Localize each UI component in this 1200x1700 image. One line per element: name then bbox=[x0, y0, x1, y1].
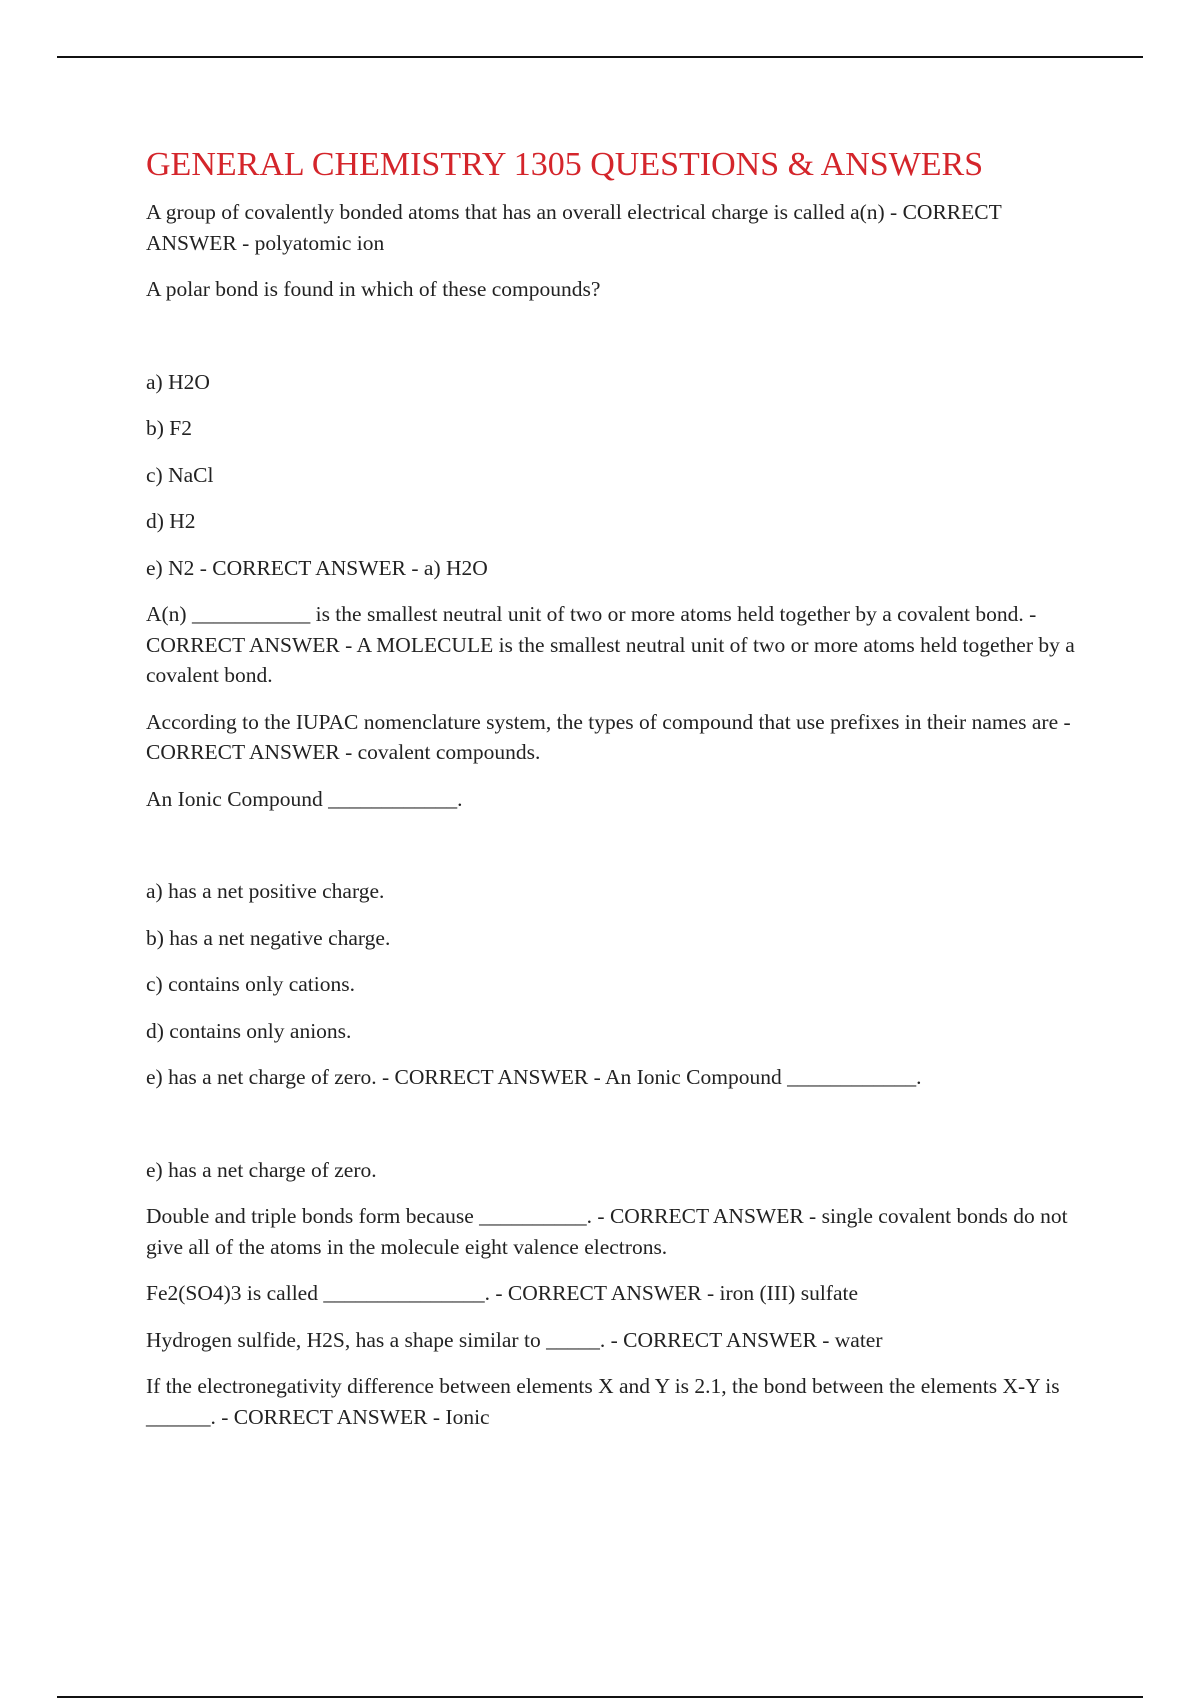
qa-paragraph: If the electronegativity difference between elements X and Y is 2.1, the bond between the elements X-Y is ______. - CORRECT ANSWER - Ionic bbox=[146, 1374, 1060, 1429]
option-item: b) F2 bbox=[146, 416, 192, 440]
option-item: a) has a net positive charge. bbox=[146, 879, 385, 903]
option-item: a) H2O bbox=[146, 369, 210, 394]
question-paragraph: A polar bond is found in which of these compounds? bbox=[146, 277, 601, 301]
bottom-rule bbox=[57, 1696, 1143, 1698]
qa-paragraph: Double and triple bonds form because __________. - CORRECT ANSWER - single covalent bonds do not give all of the atoms in the molecule eight valence electrons. bbox=[146, 1204, 1068, 1259]
option-item: d) H2 bbox=[146, 509, 196, 533]
document-body bbox=[146, 140, 1086, 1448]
option-item: b) has a net negative charge. bbox=[146, 925, 391, 950]
answer-continuation: e) has a net charge of zero. bbox=[146, 1157, 377, 1182]
question-paragraph: An Ionic Compound ____________. bbox=[146, 786, 463, 811]
page-title: GENERAL CHEMISTRY 1305 QUESTIONS & ANSWERS bbox=[146, 146, 984, 183]
qa-paragraph: A(n) ___________ is the smallest neutral unit of two or more atoms held together by a covalent bond. - CORRECT ANSWER - A MOLECULE is the smallest neutral unit of two or more atoms held together by a covalent bond. bbox=[146, 602, 1075, 687]
spacer bbox=[146, 321, 1086, 367]
top-rule bbox=[57, 56, 1143, 58]
option-answer-item: e) has a net charge of zero. - CORRECT ANSWER - An Ionic Compound ____________. bbox=[146, 1065, 922, 1089]
option-item: c) NaCl bbox=[146, 462, 214, 487]
option-item: d) contains only anions. bbox=[146, 1018, 352, 1043]
qa-paragraph: According to the IUPAC nomenclature system, the types of compound that use prefixes in their names are - CORRECT ANSWER - covalent compounds. bbox=[146, 709, 1071, 764]
spacer bbox=[146, 830, 1086, 876]
option-answer-item: e) N2 - CORRECT ANSWER - a) H2O bbox=[146, 555, 488, 580]
qa-paragraph: Hydrogen sulfide, H2S, has a shape similar to _____. - CORRECT ANSWER - water bbox=[146, 1327, 883, 1352]
option-item: c) contains only cations. bbox=[146, 972, 355, 996]
spacer bbox=[146, 1109, 1086, 1155]
qa-paragraph: Fe2(SO4)3 is called _______________. - CORRECT ANSWER - iron (III) sulfate bbox=[146, 1281, 859, 1305]
qa-paragraph: A group of covalently bonded atoms that has an overall electrical charge is called a(n) - CORRECT ANSWER - polyatomic ion bbox=[146, 200, 1002, 255]
